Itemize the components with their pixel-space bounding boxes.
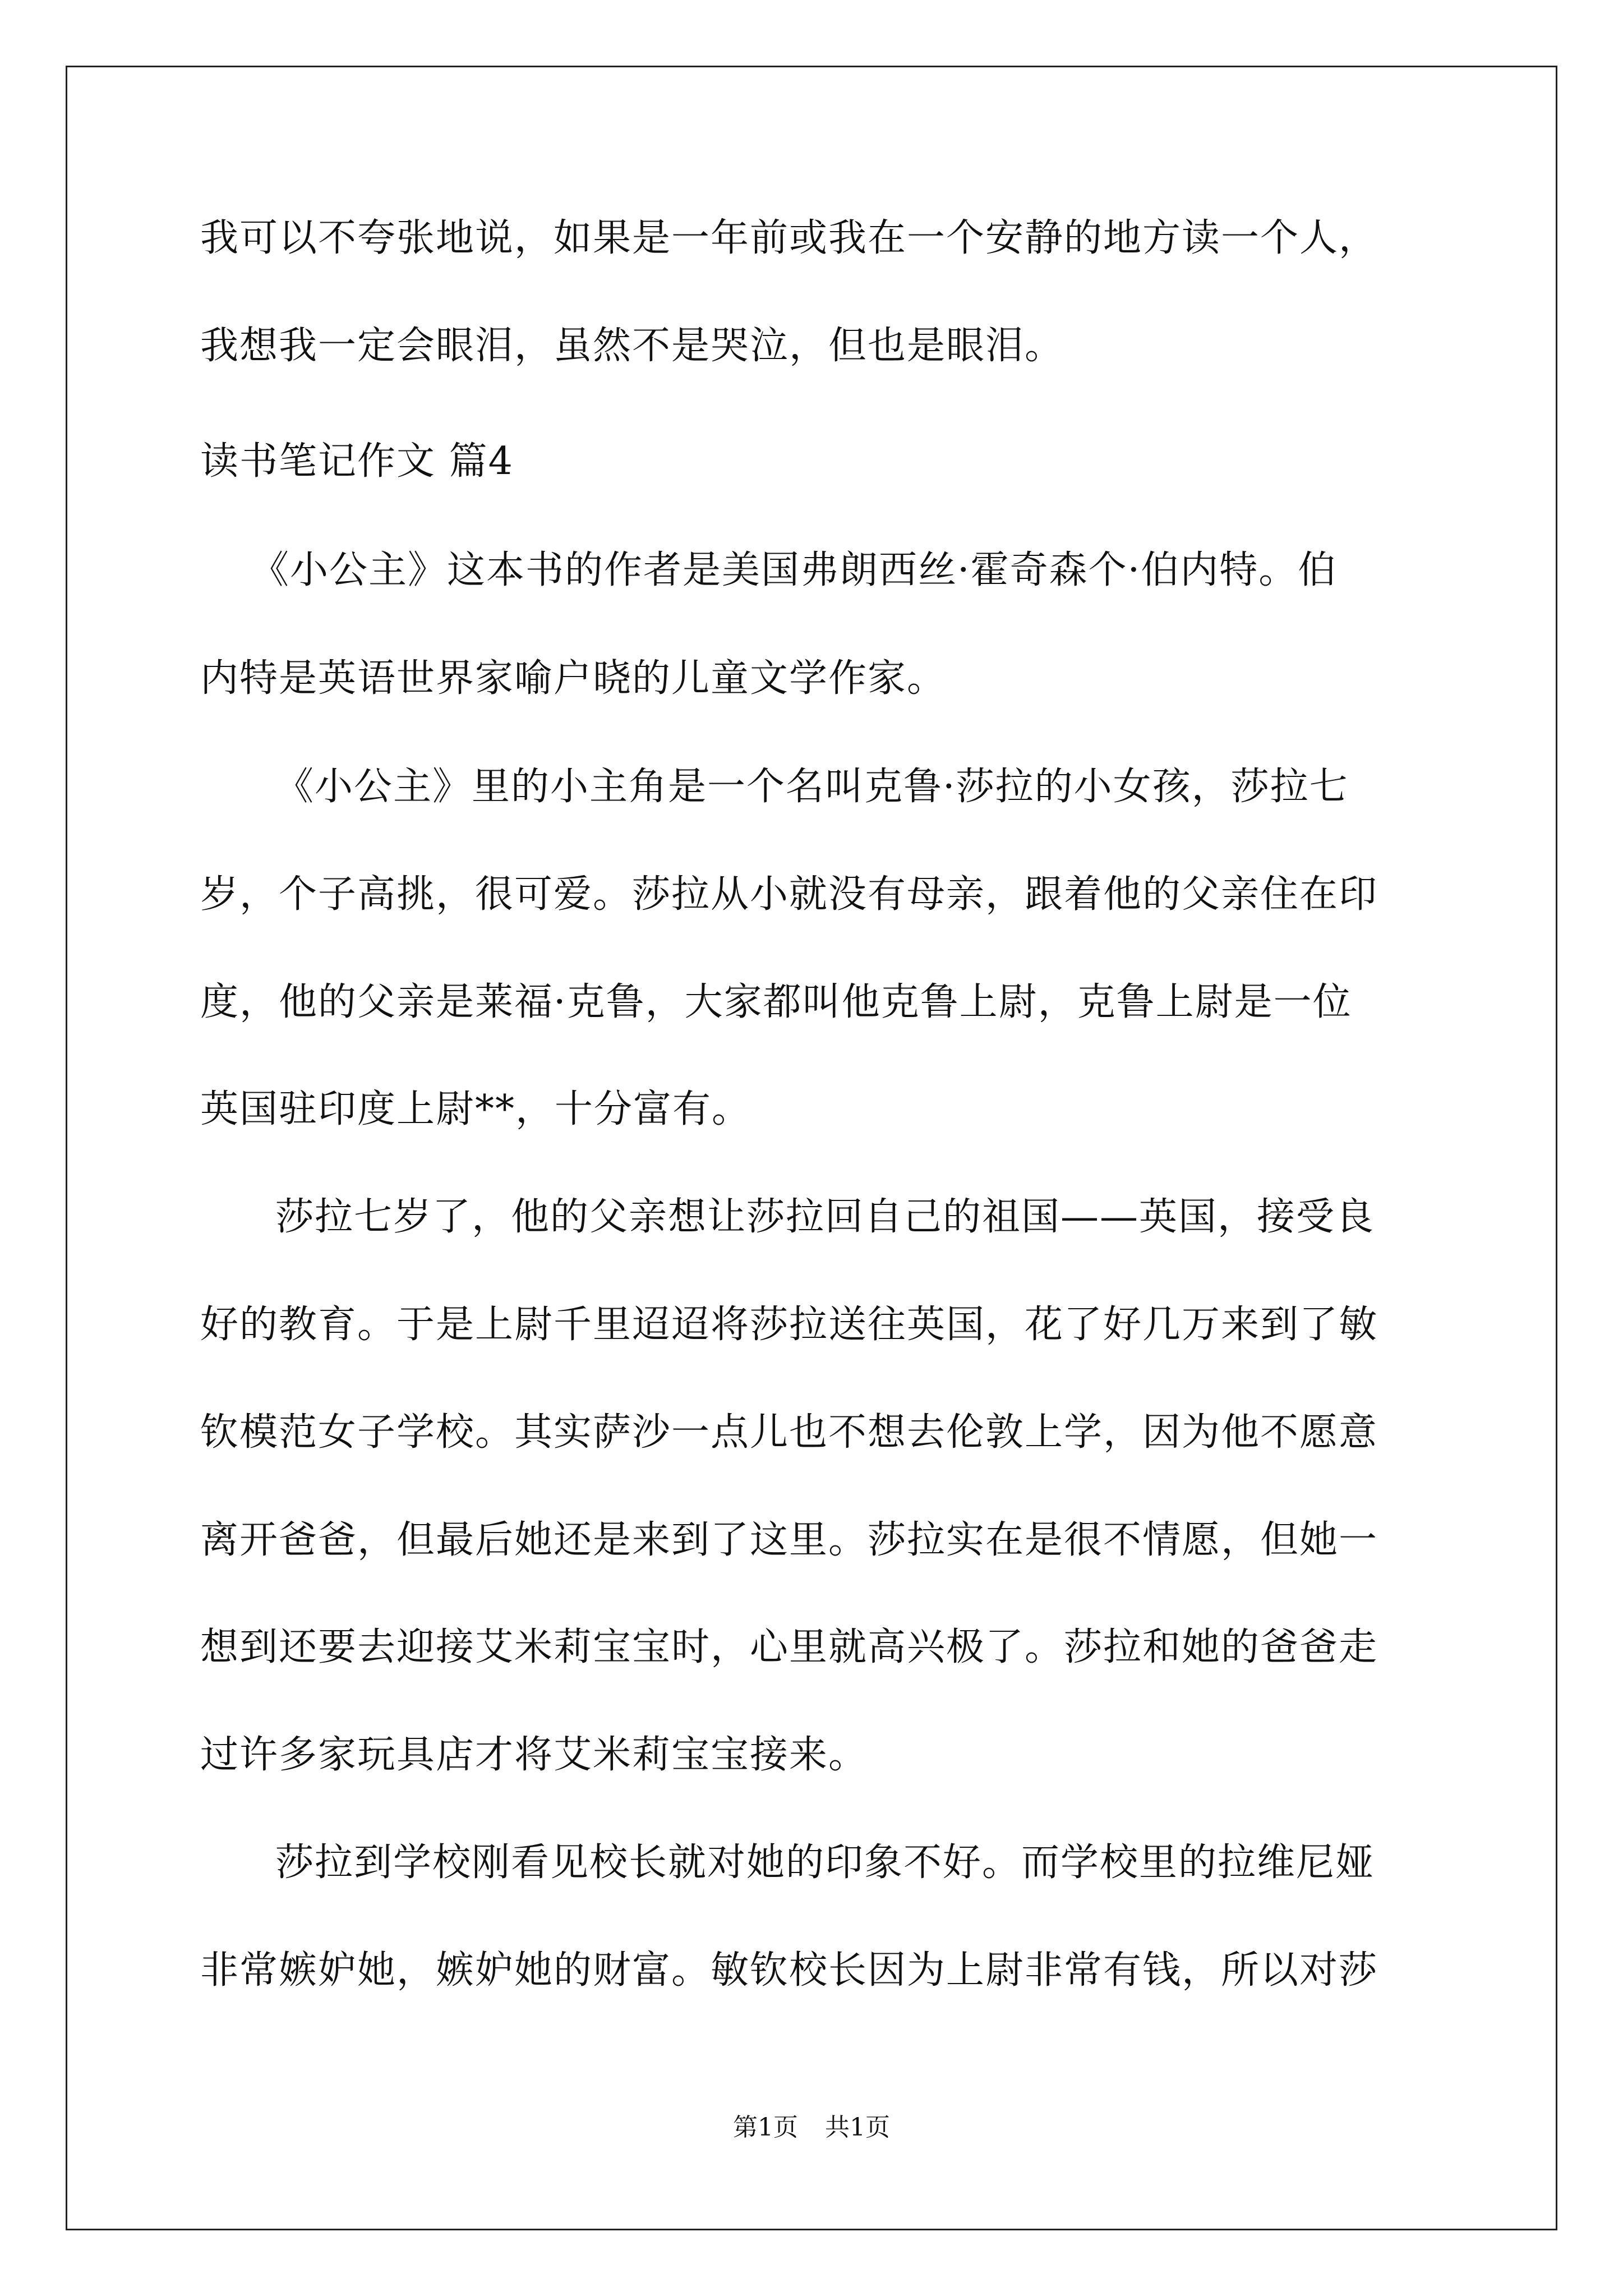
body-line: 过许多家玩具店才将艾米莉宝宝接来。	[200, 1733, 868, 1777]
body-line: 《小公主》这本书的作者是美国弗朗西丝·霍奇森个·伯内特。伯	[251, 548, 1338, 592]
page-footer	[0, 2111, 1623, 2145]
page-border	[66, 66, 1557, 2230]
body-line: 想到还要去迎接艾米莉宝宝时，心里就高兴极了。莎拉和她的爸爸走	[200, 1625, 1378, 1669]
body-line: 莎拉七岁了，他的父亲想让莎拉回自己的祖国——英国，接受良	[275, 1195, 1375, 1239]
total-pages: 共1页	[825, 2113, 890, 2142]
body-line: 非常嫉妒她，嫉妒她的财富。敏钦校长因为上尉非常有钱，所以对莎	[200, 1948, 1378, 1993]
section-heading: 读书笔记作文 篇4	[200, 439, 514, 484]
body-line: 岁，个子高挑，很可爱。莎拉从小就没有母亲，跟着他的父亲住在印	[200, 872, 1378, 917]
page-number: 第1页	[733, 2113, 798, 2142]
body-line: 英国驻印度上尉**，十分富有。	[200, 1087, 751, 1131]
body-line: 我想我一定会眼泪，虽然不是哭泣，但也是眼泪。	[200, 324, 1064, 368]
body-line: 好的教育。于是上尉千里迢迢将莎拉送往英国，花了好几万来到了敏	[200, 1303, 1378, 1347]
body-line: 我可以不夸张地说，如果是一年前或我在一个安静的地方读一个人，	[200, 216, 1378, 260]
body-line: 莎拉到学校刚看见校长就对她的印象不好。而学校里的拉维尼娅	[275, 1841, 1375, 1885]
body-line: 度，他的父亲是莱福·克鲁，大家都叫他克鲁上尉，克鲁上尉是一位	[200, 980, 1352, 1024]
body-line: 离开爸爸，但最后她还是来到了这里。莎拉实在是很不情愿，但她一	[200, 1518, 1378, 1562]
body-line: 《小公主》里的小主角是一个名叫克鲁·莎拉的小女孩，莎拉七	[275, 765, 1349, 809]
body-line: 钦模范女子学校。其实萨沙一点儿也不想去伦敦上学，因为他不愿意	[200, 1410, 1378, 1455]
body-line: 内特是英语世界家喻户晓的儿童文学作家。	[200, 656, 947, 701]
